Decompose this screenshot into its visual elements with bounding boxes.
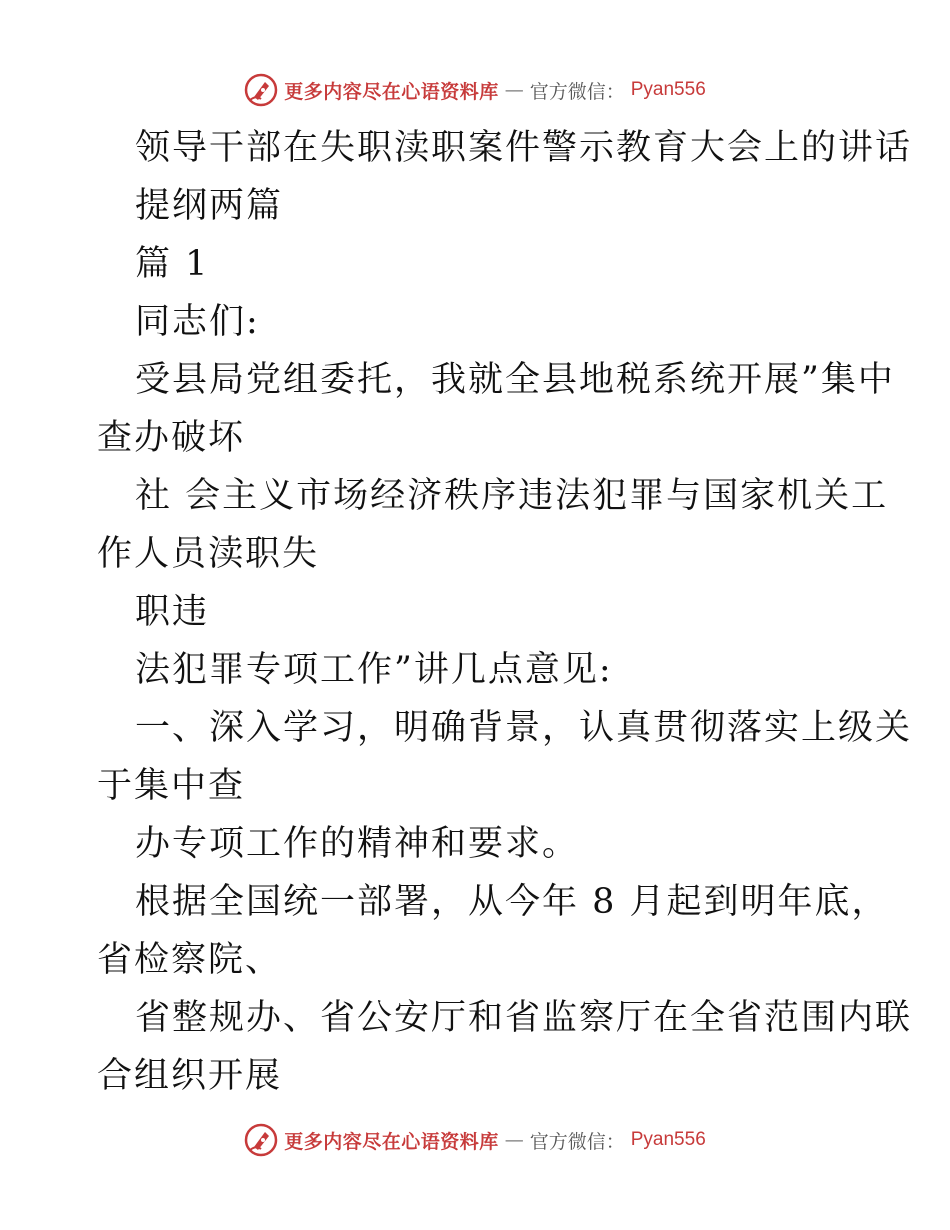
title-line-1: 领导干部在失职渎职案件警示教育大会上的讲话 [135, 128, 913, 168]
paragraph-line: 省整规办、省公安厅和省监察厅在全省范围内联 [135, 998, 913, 1038]
brand-text: 更多内容尽在心语资料库 [284, 80, 499, 103]
salutation: 同志们: [135, 302, 260, 342]
pen-nib-logo-icon [244, 73, 278, 107]
heading-line: 于集中查 [97, 766, 246, 806]
wechat-id: Pyan556 [630, 79, 706, 100]
pen-nib-logo-icon [244, 1123, 278, 1157]
paragraph-line: 根据全国统一部署，从今年 8 月起到明年底， [135, 882, 889, 922]
wechat-label: 官方微信： [529, 80, 625, 103]
paragraph-line: 社 会主义市场经济秩序违法犯罪与国家机关工 [135, 476, 889, 516]
paragraph-line: 省检察院、 [97, 940, 283, 980]
section-heading: 篇 1 [135, 244, 210, 284]
banner-dash: — [504, 79, 524, 101]
wechat-id: Pyan556 [630, 1129, 706, 1150]
paragraph-line: 查办破坏 [97, 418, 246, 458]
heading-line: 办专项工作的精神和要求。 [135, 824, 580, 864]
wechat-label: 官方微信： [529, 1130, 625, 1153]
title-line-2: 提纲两篇 [135, 186, 284, 226]
header-banner [0, 70, 950, 110]
paragraph-line: 作人员渎职失 [97, 534, 320, 574]
paragraph-line: 受县局党组委托，我就全县地税系统开展”集中 [135, 360, 895, 400]
brand-text: 更多内容尽在心语资料库 [284, 1130, 499, 1153]
footer-banner [0, 1120, 950, 1160]
paragraph-line: 职违 [135, 592, 210, 632]
banner-dash: — [504, 1129, 524, 1151]
heading-line: 一、深入学习，明确背景，认真贯彻落实上级关 [135, 708, 913, 748]
paragraph-line: 法犯罪专项工作”讲几点意见: [135, 650, 613, 690]
paragraph-line: 合组织开展 [97, 1056, 283, 1096]
